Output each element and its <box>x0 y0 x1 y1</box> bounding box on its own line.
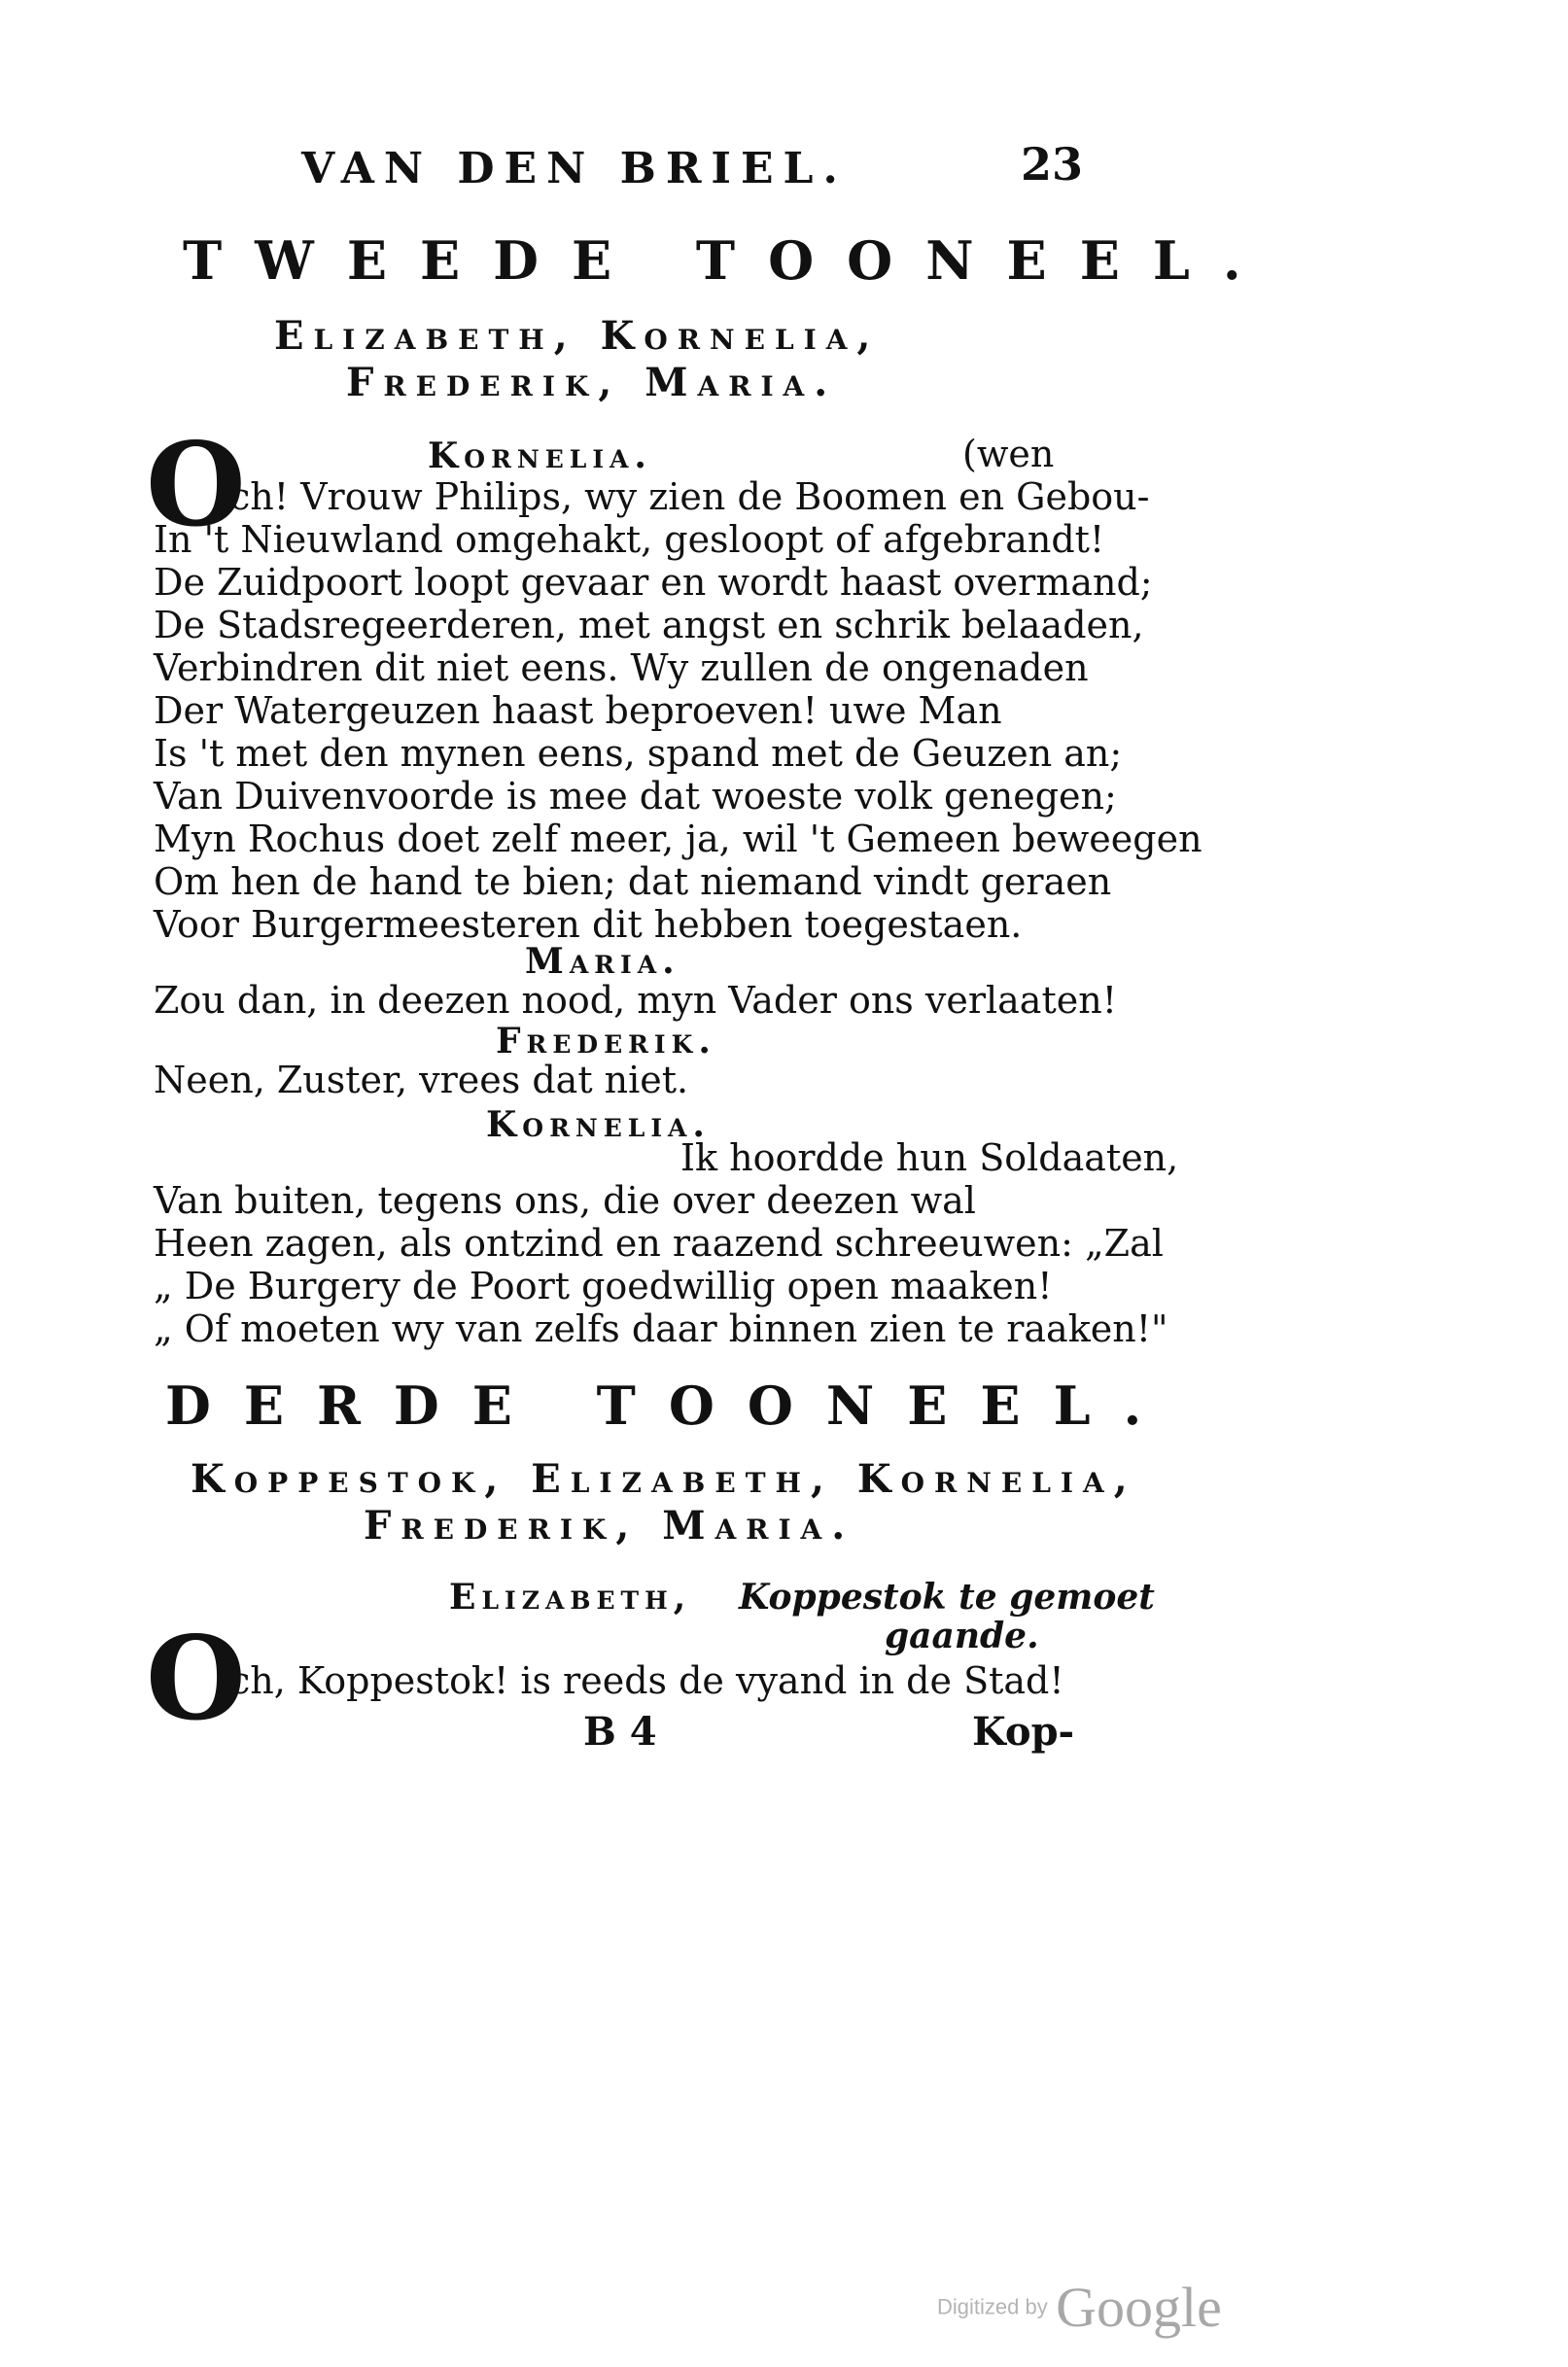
speaker-label: Kornelia. <box>428 435 652 476</box>
verse-line: Van Duivenvoorde is mee dat woeste volk genegen; <box>154 775 1117 818</box>
verse-line: De Stadsregeerderen, met angst en schrik belaaden, <box>154 604 1144 646</box>
verse-line: Ik hoordde hun Soldaaten, <box>680 1136 1179 1179</box>
google-logo: Google <box>1056 2276 1222 2339</box>
verse-line: Is 't met den mynen eens, spand met de Geuzen an; <box>154 732 1123 775</box>
cast-list-line-2: Frederik, Maria. <box>364 1503 855 1549</box>
verse-line: Zou dan, in deezen nood, myn Vader ons verlaaten! <box>154 979 1117 1022</box>
verse-line: Om hen de hand te bien; dat niemand vindt geraen <box>154 860 1112 903</box>
verse-line: De Zuidpoort loopt gevaar en wordt haast overmand; <box>154 561 1153 604</box>
cast-list-line-2: Frederik, Maria. <box>346 360 838 405</box>
stage-direction: gaande. <box>885 1616 1039 1656</box>
digitized-watermark <box>937 2275 1222 2340</box>
cast-list-line-1: Elizabeth, Kornelia, <box>274 313 881 359</box>
speaker-label: Kornelia. <box>486 1104 711 1145</box>
verse-line: ch, Koppestok! is reeds de vyand in de Stad! <box>229 1659 1064 1702</box>
verse-line: „ De Burgery de Poort goedwillig open maaken! <box>154 1265 1053 1307</box>
verse-line: Neen, Zuster, vrees dat niet. <box>154 1059 689 1101</box>
signature-mark: B 4 <box>583 1709 657 1755</box>
verse-line: ch! Vrouw Philips, wy zien de Boomen en Gebou- <box>229 475 1150 518</box>
running-head: VAN DEN BRIEL. <box>301 144 848 193</box>
watermark-prefix: Digitized by <box>937 2294 1048 2319</box>
catchword: Kop- <box>972 1709 1075 1755</box>
cast-list-line-1: Koppestok, Elizabeth, Kornelia, <box>191 1456 1137 1502</box>
verse-line: „ Of moeten wy van zelfs daar binnen zien te raaken!" <box>154 1307 1168 1350</box>
verse-line: Van buiten, tegens ons, die over deezen wal <box>154 1179 976 1222</box>
verse-line: In 't Nieuwland omgehakt, gesloopt of afgebrandt! <box>154 518 1105 561</box>
page-number: 23 <box>1021 138 1084 191</box>
speaker-label: Frederik. <box>496 1021 716 1062</box>
drop-cap: O <box>146 417 246 552</box>
verse-line: Myn Rochus doet zelf meer, ja, wil 't Gemeen beweegen <box>154 818 1202 860</box>
verse-line: Der Watergeuzen haast beproeven! uwe Man <box>154 689 1002 732</box>
scene-title-derde: DERDE TOONEEL. <box>165 1375 1175 1437</box>
speaker-label: Maria. <box>525 941 680 982</box>
verse-continuation: (wen <box>962 433 1055 475</box>
scene-title-tweede: TWEEDE TOONEEL. <box>183 229 1274 292</box>
drop-cap: O <box>146 1611 246 1746</box>
speaker-label: Elizabeth, <box>449 1577 692 1618</box>
stage-direction: Koppestok te gemoet <box>739 1577 1155 1618</box>
verse-line: Verbindren dit niet eens. Wy zullen de ongenaden <box>154 646 1089 689</box>
verse-line: Voor Burgermeesteren dit hebben toegestaen. <box>154 903 1023 946</box>
verse-line: Heen zagen, als ontzind en raazend schreeuwen: „Zal <box>154 1222 1164 1265</box>
